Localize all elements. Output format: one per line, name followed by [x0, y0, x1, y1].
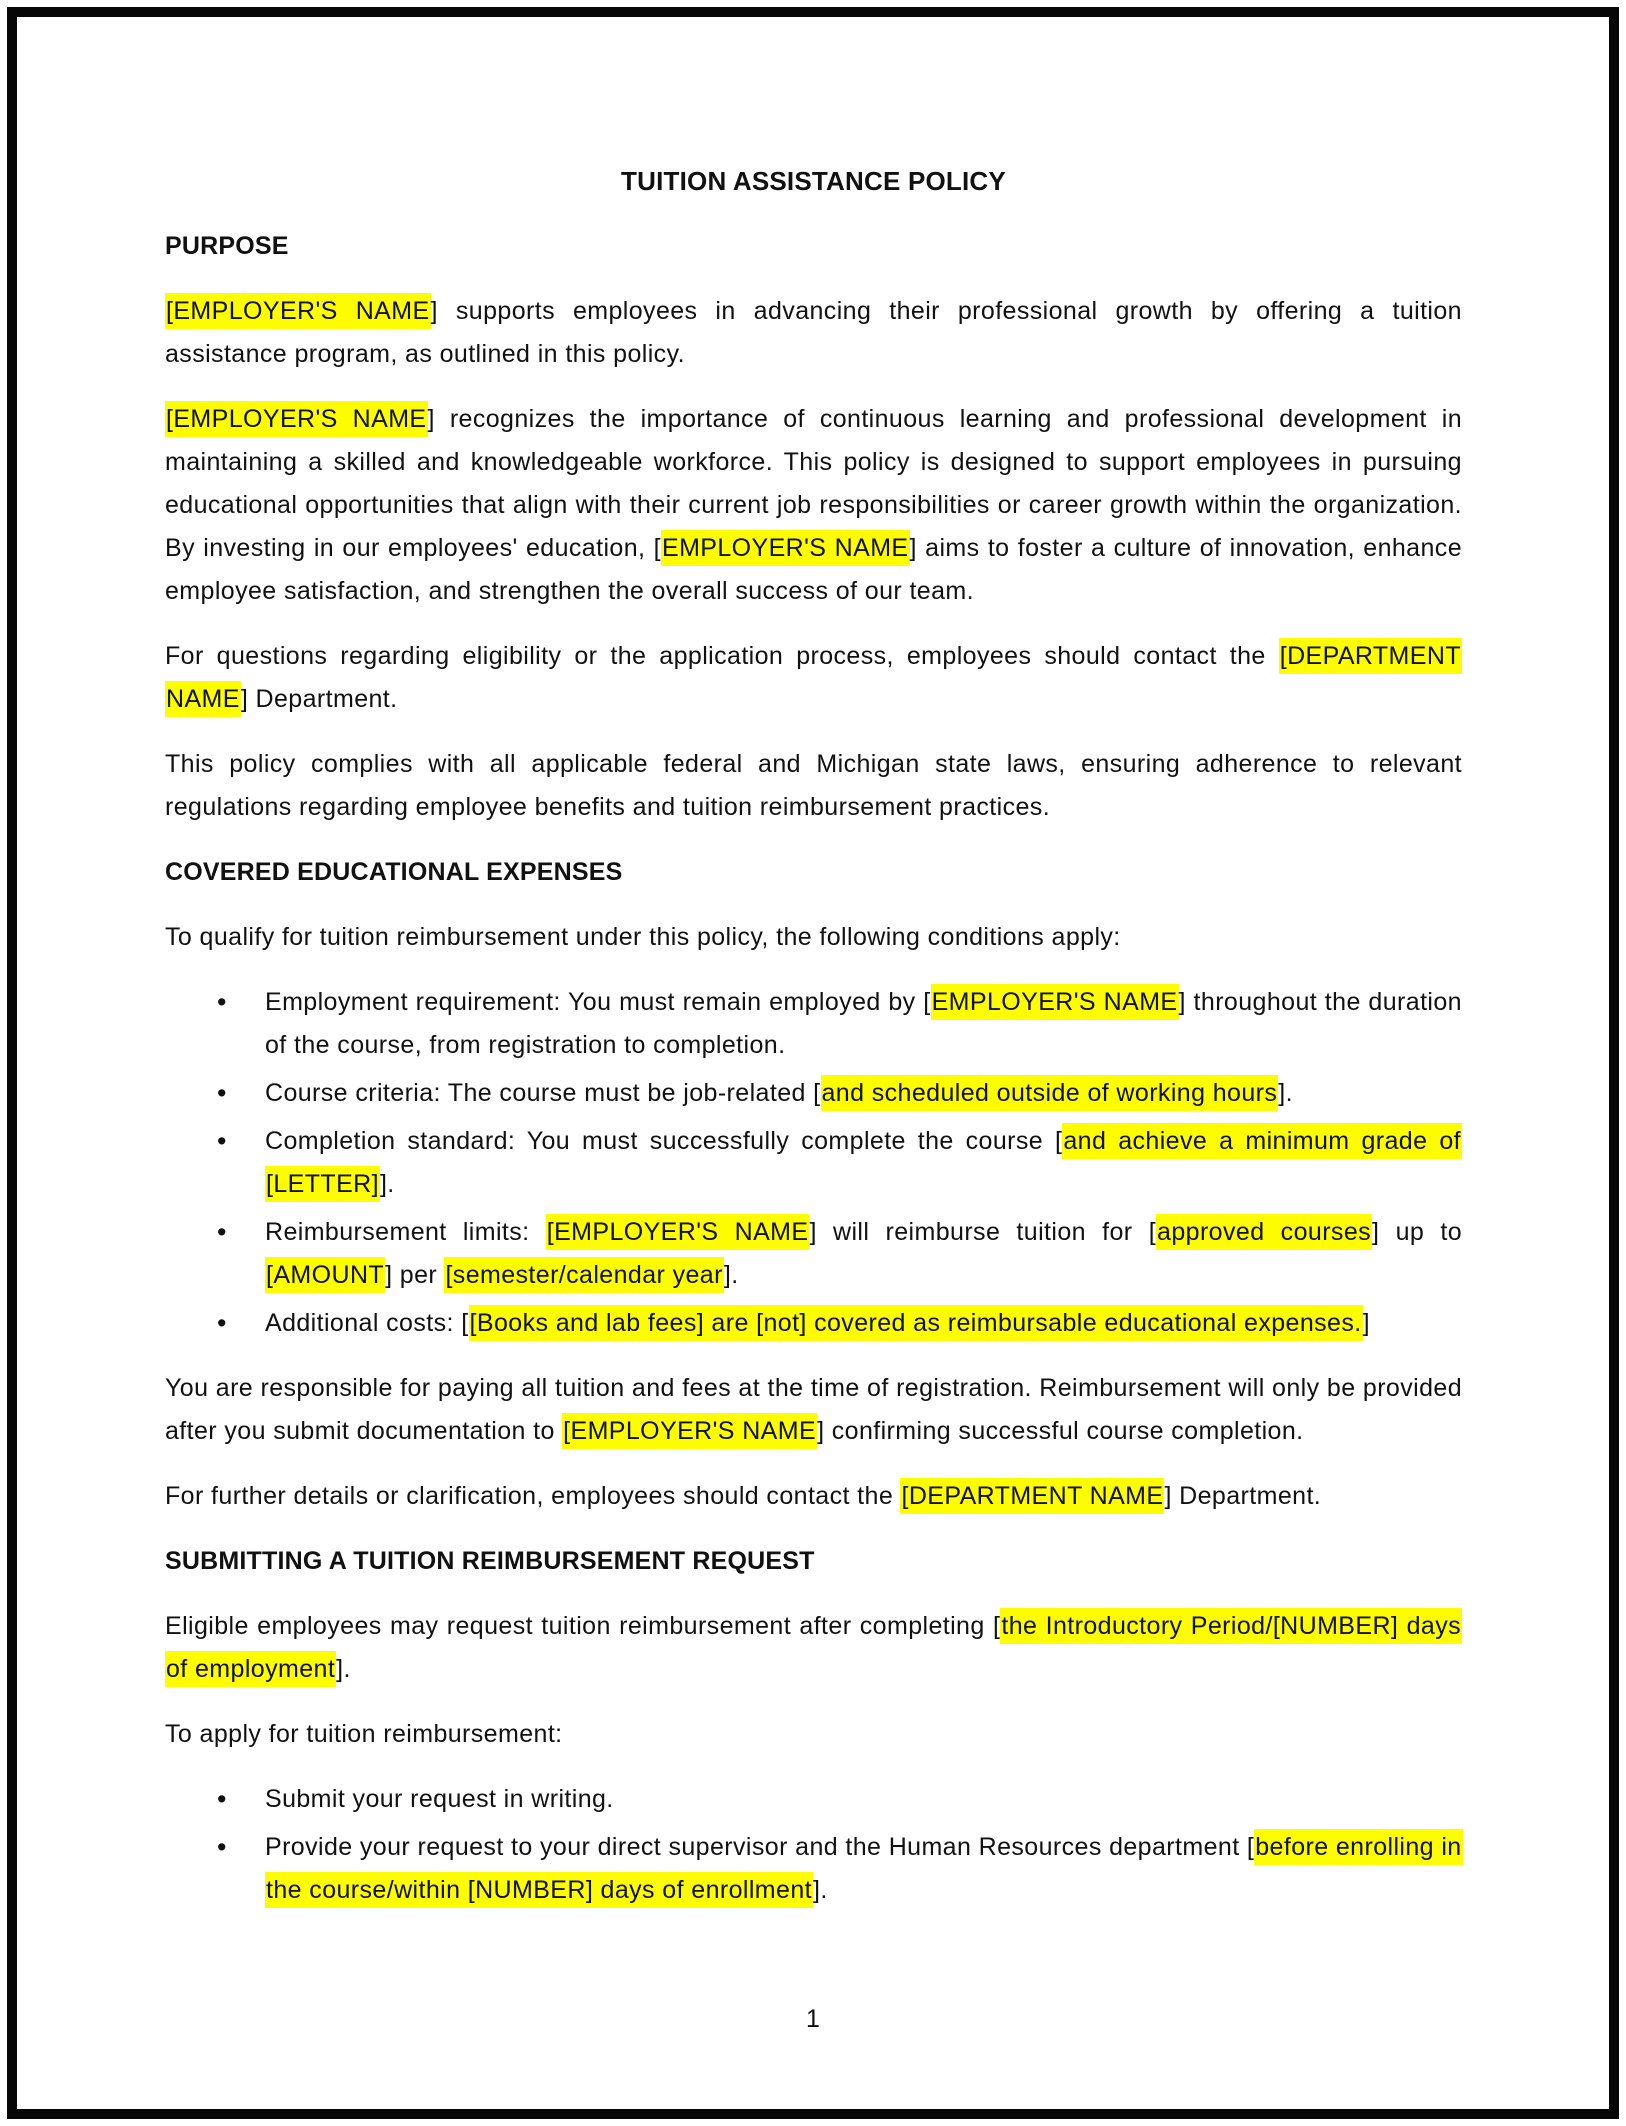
paragraph-apply-intro: To apply for tuition reimbursement:: [165, 1720, 563, 1748]
highlighted-placeholder: [EMPLOYER'S NAME: [165, 401, 428, 437]
highlighted-placeholder: the Introductory Period/[NUMBER] days of employment: [165, 1608, 1462, 1687]
highlighted-placeholder: before enrolling in the course/within [NUMBER] days of enrollment: [265, 1829, 1463, 1908]
paragraph-further-details: For further details or clarification, employees should contact the [DEPARTMENT NAME] Department.: [165, 1475, 1462, 1518]
highlighted-placeholder: and scheduled outside of working hours: [821, 1075, 1279, 1111]
highlighted-placeholder: [DEPARTMENT NAME: [165, 638, 1462, 717]
highlighted-placeholder: [AMOUNT: [265, 1257, 385, 1293]
paragraph-purpose-2: [EMPLOYER'S NAME] recognizes the importance of continuous learning and professional development in maintaining a skilled and knowledgeable workforce. This policy is designed to support employees in pursuing educational opportunities that align with their current job responsibilities or career growth within the organization. By investing in our employees' education, [EMPLOYER'S NAME] aims to foster a culture of innovation, enhance employee satisfaction, and strengthen the overall success of our team.: [165, 398, 1462, 613]
paragraph-purpose-4: This policy complies with all applicable federal and Michigan state laws, ensuring adherence to relevant regulations regarding employee benefits and tuition reimbursement practices.: [165, 750, 1462, 821]
highlighted-placeholder: [EMPLOYER'S NAME: [562, 1413, 817, 1449]
list-item: • Submit your request in writing.: [265, 1778, 1462, 1821]
highlighted-placeholder: [EMPLOYER'S NAME: [546, 1214, 810, 1250]
paragraph-eligibility: Eligible employees may request tuition reimbursement after completing [the Introductory Period/[NUMBER] days of employment].: [165, 1605, 1462, 1691]
section-heading-purpose: PURPOSE: [165, 232, 289, 260]
highlighted-placeholder: [Books and lab fees] are [not] covered as reimbursable educational expenses.: [469, 1305, 1363, 1341]
paragraph-covered-intro: To qualify for tuition reimbursement under this policy, the following conditions apply:: [165, 923, 1121, 951]
list-item: • Employment requirement: You must remain employed by [EMPLOYER'S NAME] throughout the duration of the course, from registration to completion.: [265, 981, 1462, 1067]
highlighted-placeholder: EMPLOYER'S NAME: [661, 530, 910, 566]
highlighted-placeholder: [semester/calendar year: [444, 1257, 723, 1293]
paragraph-purpose-3: For questions regarding eligibility or the application process, employees should contact the [DEPARTMENT NAME] Department.: [165, 635, 1462, 721]
document-body: [165, 160, 1462, 1934]
list-item: • Completion standard: You must successfully complete the course [and achieve a minimum grade of [LETTER]].: [265, 1120, 1462, 1206]
highlighted-placeholder: [DEPARTMENT NAME: [900, 1478, 1164, 1514]
highlighted-placeholder: and achieve a minimum grade of [LETTER]: [265, 1123, 1462, 1202]
bullet-list-conditions: [165, 981, 1462, 1345]
list-item: • Provide your request to your direct supervisor and the Human Resources department [before enrolling in the course/within [NUMBER] days of enrollment].: [265, 1826, 1462, 1912]
highlighted-placeholder: [EMPLOYER'S NAME: [165, 293, 431, 329]
page-number: 1: [806, 2005, 820, 2033]
paragraph-responsibility: You are responsible for paying all tuition and fees at the time of registration. Reimbursement will only be provided after you submit documentation to [EMPLOYER'S NAME] confirming successful course completion.: [165, 1367, 1462, 1453]
section-heading-covered-expenses: COVERED EDUCATIONAL EXPENSES: [165, 858, 623, 886]
document-title: TUITION ASSISTANCE POLICY: [621, 166, 1006, 196]
list-item: • Additional costs: [[Books and lab fees] are [not] covered as reimbursable educational expenses.]: [265, 1302, 1462, 1345]
highlighted-placeholder: EMPLOYER'S NAME: [931, 984, 1179, 1020]
list-item: • Reimbursement limits: [EMPLOYER'S NAME] will reimburse tuition for [approved courses] up to [AMOUNT] per [semester/calendar year].: [265, 1211, 1462, 1297]
paragraph-purpose-1: [EMPLOYER'S NAME] supports employees in advancing their professional growth by offering a tuition assistance program, as outlined in this policy.: [165, 290, 1462, 376]
section-heading-submitting-request: SUBMITTING A TUITION REIMBURSEMENT REQUEST: [165, 1547, 815, 1575]
list-item: • Course criteria: The course must be job-related [and scheduled outside of working hours].: [265, 1072, 1462, 1115]
highlighted-placeholder: approved courses: [1156, 1214, 1372, 1250]
bullet-list-apply-steps: [165, 1778, 1462, 1912]
